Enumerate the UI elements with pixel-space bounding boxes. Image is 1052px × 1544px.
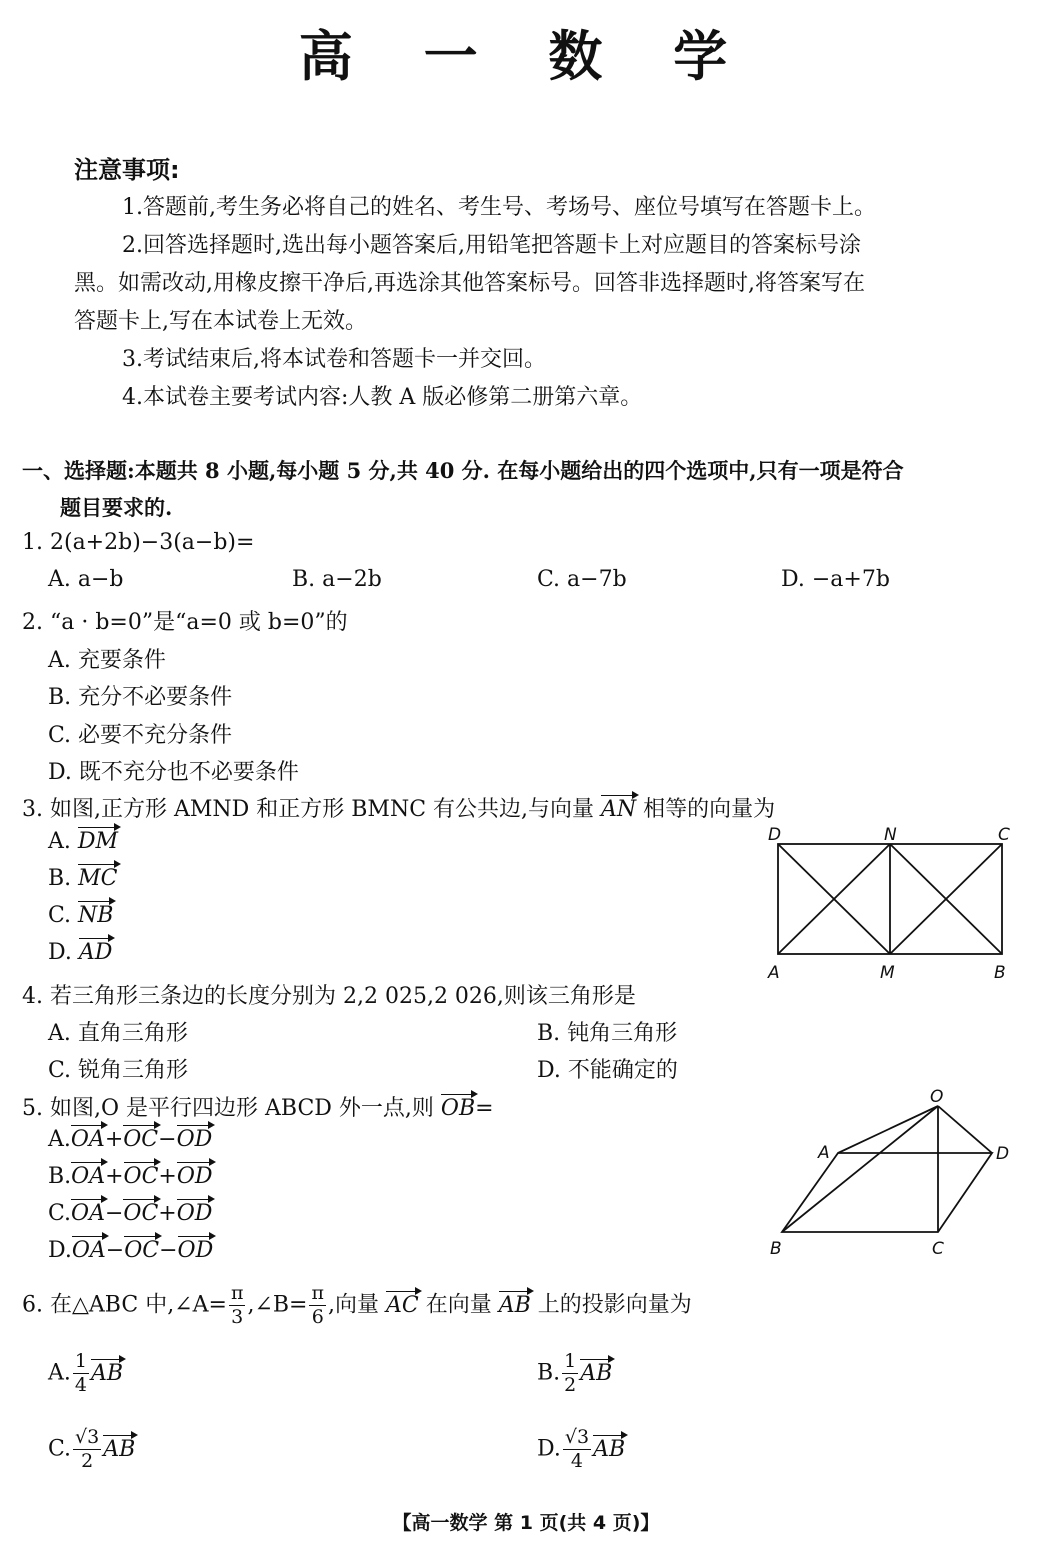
q6-stem: 6. 在△ABC 中,∠A= $\frac{\pi}{3}$ ,∠B= $\frac{\pi}{6}$ ,向量 AC 在向量 AB 上的投影向量为 [22, 1282, 692, 1328]
q2-option-c: C. 必要不充分条件 [48, 723, 233, 748]
q5-stem: 5. 如图,O 是平行四边形 ABCD 外一点,则 OB= [22, 1096, 494, 1121]
notice-item-2-line-2: 黑。如需改动,用橡皮擦干净后,再选涂其他答案标号。回答非选择题时,将答案写在 [74, 271, 865, 296]
q5-figure-parallelogram [760, 1086, 1030, 1261]
q5-fig-label-b: B [770, 1239, 782, 1259]
q1-stem: 1. 2(a+2b)−3(a−b)= [22, 530, 255, 555]
q1-option-d: D. −a+7b [781, 567, 890, 592]
q5-option-b: B.OA+OC+OD [48, 1164, 213, 1189]
notice-heading: 注意事项: [74, 156, 180, 184]
q3-stem: 3. 如图,正方形 AMND 和正方形 BMNC 有公共边,与向量 AN 相等的向量为 [22, 797, 776, 822]
q6-option-c: C. $\frac{√3}{2}$ AB [48, 1426, 136, 1472]
q5-option-d: D.OA−OC−OD [48, 1238, 214, 1263]
section-1-instructions: 一、选择题:本题共 8 小题,每小题 5 分,共 40 分. 在每小题给出的四个选项中,只有一项是符合 [22, 458, 904, 483]
q6-option-d: D. $\frac{√3}{4}$ AB [537, 1426, 626, 1472]
q3-fig-label-n: N [884, 825, 897, 845]
q3-option-d: D. AD [48, 940, 113, 965]
vector-ob: OB [440, 1096, 476, 1121]
q2-option-d: D. 既不充分也不必要条件 [48, 760, 299, 785]
q5-option-a: A.OA+OC−OD [48, 1127, 213, 1152]
page-footer: 【高一数学 第 1 页(共 4 页)】 [392, 1512, 660, 1534]
vector-ab: AB [498, 1292, 531, 1318]
q4-option-d: D. 不能确定的 [537, 1058, 678, 1083]
q5-fig-label-d: D [996, 1144, 1010, 1164]
q4-option-c: C. 锐角三角形 [48, 1058, 189, 1083]
q4-option-b: B. 钝角三角形 [537, 1021, 678, 1046]
notice-item-4: 4.本试卷主要考试内容:人教 A 版必修第二册第六章。 [122, 385, 643, 410]
q3-fig-label-b: B [994, 963, 1006, 983]
q4-option-a: A. 直角三角形 [48, 1021, 188, 1046]
q4-stem: 4. 若三角形三条边的长度分别为 2,2 025,2 026,则该三角形是 [22, 984, 636, 1009]
q2-option-a: A. 充要条件 [48, 648, 166, 673]
q5-fig-label-a: A [818, 1143, 830, 1163]
page-title: 高 一 数 学 [298, 25, 754, 88]
q5-option-c: C.OA−OC+OD [48, 1201, 213, 1226]
q6-option-b: B. $\frac{1}{2}$ AB [537, 1350, 613, 1396]
q6-option-a: A. $\frac{1}{4}$ AB [48, 1350, 124, 1396]
q5-fig-label-c: C [932, 1239, 944, 1259]
q3-fig-label-m: M [880, 963, 895, 983]
q3-fig-label-c: C [998, 825, 1010, 845]
section-1-instructions-cont: 题目要求的. [60, 495, 173, 520]
notice-item-2-line-1: 2.回答选择题时,选出每小题答案后,用铅笔把答题卡上对应题目的答案标号涂 [122, 233, 861, 258]
q1-option-c: C. a−7b [537, 567, 627, 592]
notice-item-3: 3.考试结束后,将本试卷和答题卡一并交回。 [122, 347, 546, 372]
q3-figure-squares [760, 822, 1030, 987]
q1-option-a: A. a−b [48, 567, 124, 592]
q3-fig-label-a: A [768, 963, 780, 983]
vector-ac: AC [385, 1292, 419, 1318]
q3-fig-label-d: D [768, 825, 782, 845]
notice-item-2-line-3: 答题卡上,写在本试卷上无效。 [74, 309, 367, 334]
q2-stem: 2. “a · b=0”是“a=0 或 b=0”的 [22, 610, 348, 635]
vector-an: AN [601, 797, 637, 822]
q3-option-c: C. NB [48, 903, 114, 928]
notice-item-1: 1.答题前,考生务必将自己的姓名、考生号、考场号、座位号填写在答题卡上。 [122, 195, 876, 220]
q3-option-a: A. DM [48, 829, 119, 854]
q1-option-b: B. a−2b [292, 567, 382, 592]
q3-option-b: B. MC [48, 866, 118, 891]
q5-fig-label-o: O [930, 1087, 944, 1107]
q2-option-b: B. 充分不必要条件 [48, 685, 233, 710]
